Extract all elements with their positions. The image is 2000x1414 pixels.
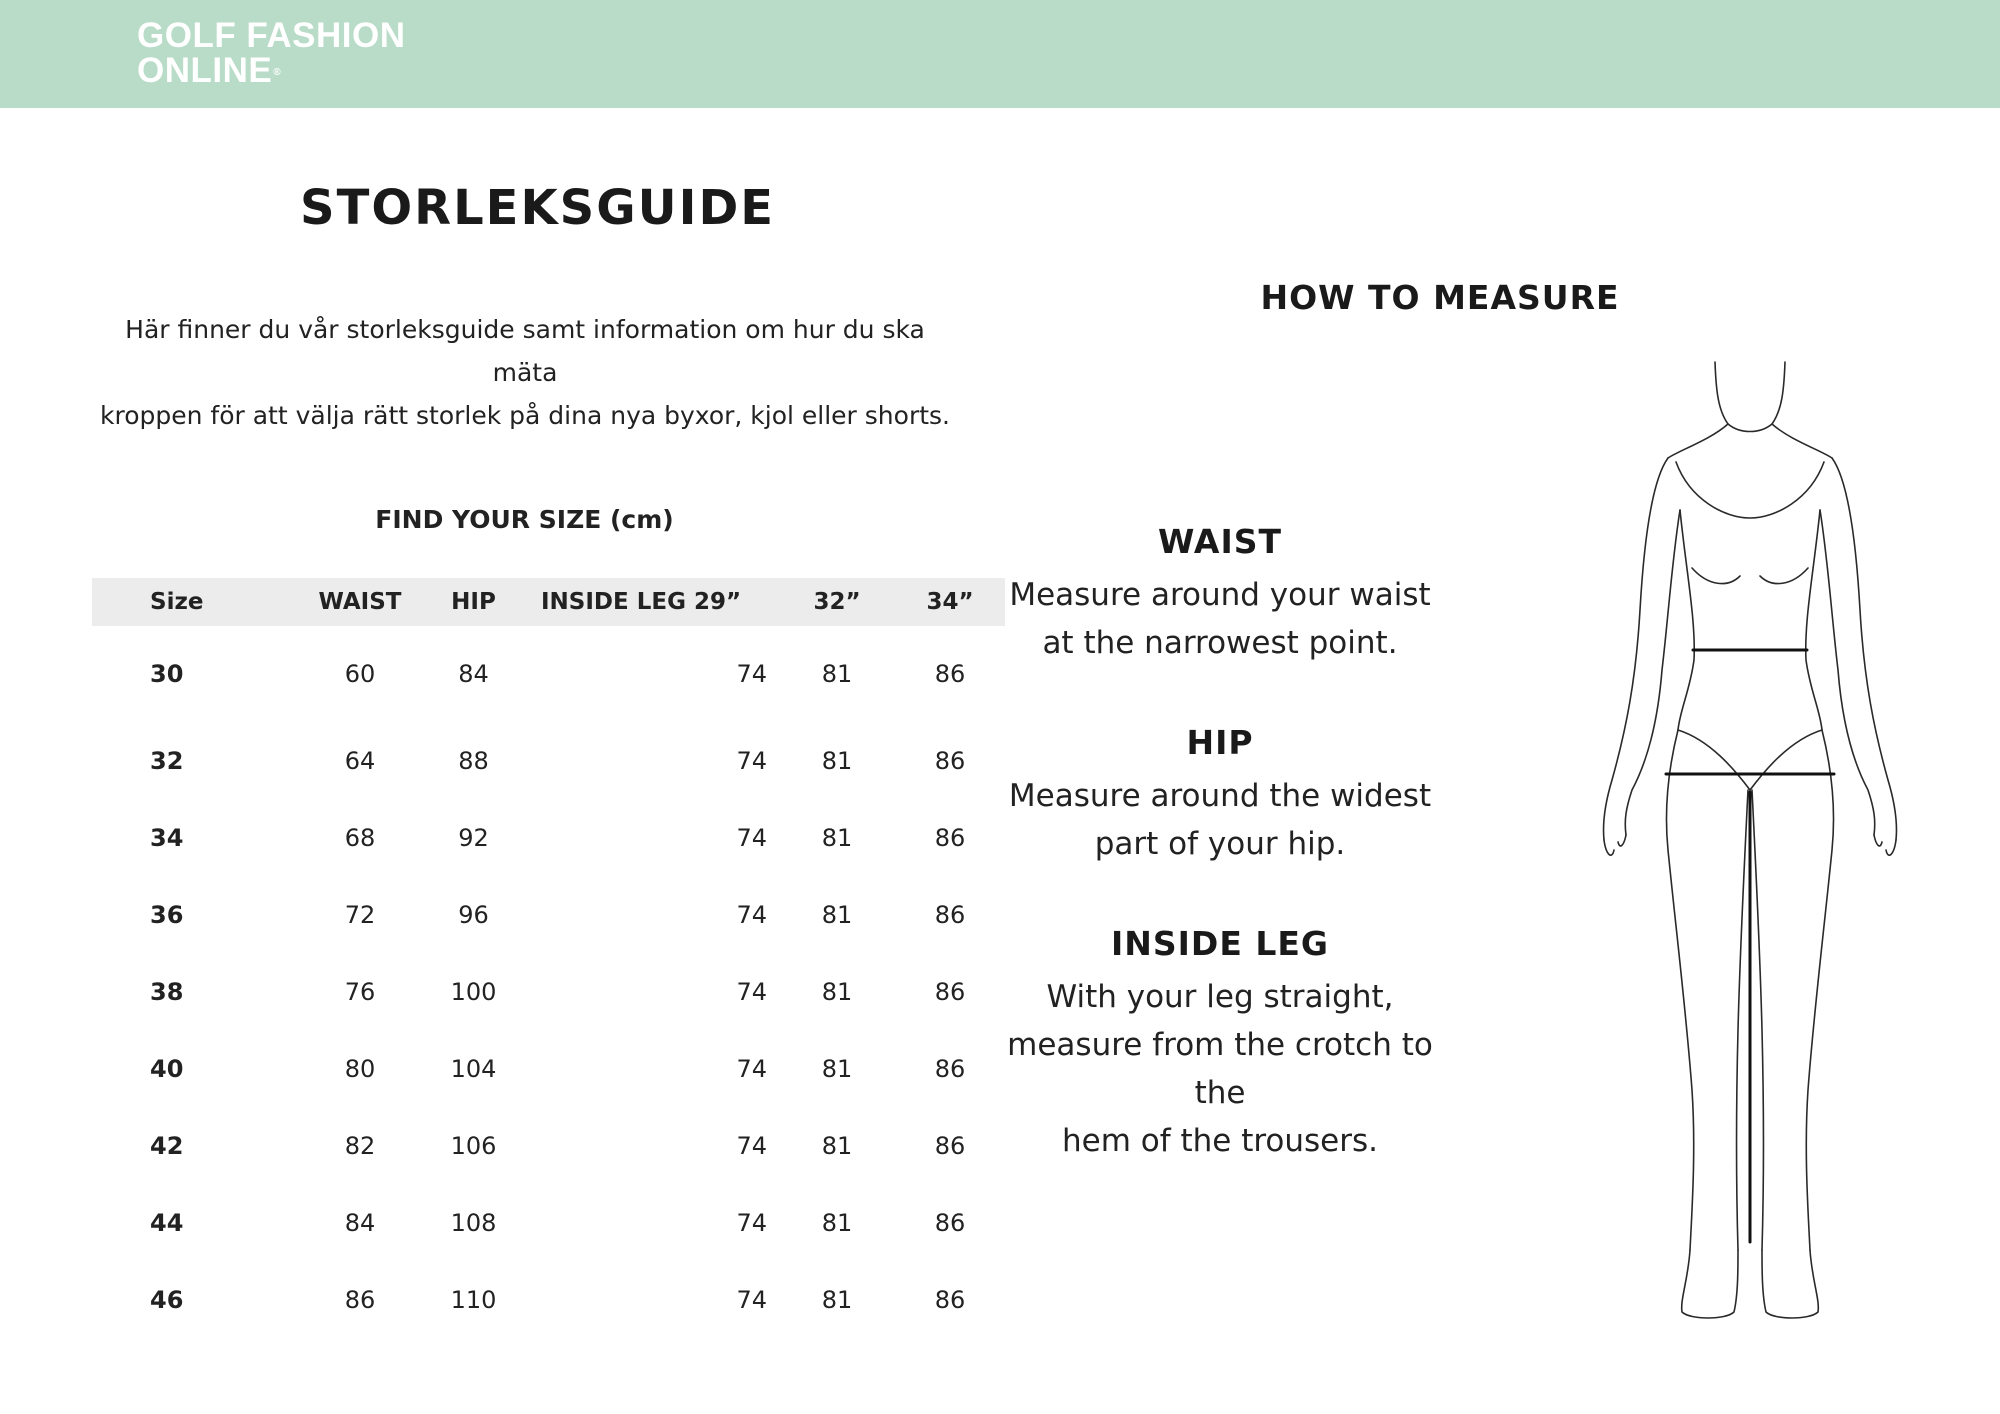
waist-description [980, 571, 1460, 667]
brand-line-2-text: ONLINE [137, 51, 273, 90]
cell-inside-leg-29: 74 [736, 1131, 767, 1160]
cell-inside-leg-29: 74 [736, 823, 767, 852]
cell-inside-leg-29: 74 [736, 900, 767, 929]
header-hip: HIP [451, 589, 496, 615]
cell-waist: 64 [344, 746, 376, 775]
cell-32: 81 [821, 900, 853, 929]
table-header-row [92, 578, 1005, 626]
cell-32: 81 [821, 746, 853, 775]
cell-inside-leg-29: 74 [736, 660, 767, 688]
cell-size: 38 [150, 977, 184, 1006]
cell-34: 86 [934, 823, 966, 852]
size-table [92, 578, 1005, 1338]
intro-text [90, 308, 960, 437]
cell-34: 86 [934, 1054, 966, 1083]
brand-line-2 [137, 53, 406, 88]
cell-hip: 106 [450, 1131, 497, 1160]
cell-size: 32 [150, 746, 184, 775]
cell-waist: 86 [344, 1285, 376, 1314]
cell-waist: 80 [344, 1054, 376, 1083]
cell-hip: 110 [450, 1285, 497, 1314]
cell-inside-leg-29: 74 [736, 1208, 767, 1237]
cell-inside-leg-29: 74 [736, 977, 767, 1006]
cell-waist: 68 [344, 823, 376, 852]
header-size: Size [150, 589, 204, 615]
description-line: part of your hip. [1094, 826, 1346, 862]
table-row [92, 1030, 1005, 1107]
cell-32: 81 [821, 1285, 853, 1314]
description-line: at the narrowest point. [1042, 625, 1398, 661]
waist-heading: WAIST [1157, 522, 1282, 561]
cell-inside-leg-29: 74 [736, 1285, 767, 1314]
table-row [92, 722, 1005, 799]
cell-32: 81 [821, 977, 853, 1006]
description-line: measure from the crotch to the [1007, 1027, 1433, 1111]
cell-hip: 88 [458, 746, 489, 775]
cell-waist: 72 [344, 900, 376, 929]
inside-leg-description [980, 973, 1460, 1165]
table-row [92, 1107, 1005, 1184]
how-to-measure-title: HOW TO MEASURE [1260, 278, 1620, 317]
cell-waist: 76 [344, 977, 376, 1006]
table-row [92, 799, 1005, 876]
intro-line: Här finner du vår storleksguide samt information om hur du ska mäta [125, 315, 925, 387]
cell-inside-leg-29: 74 [736, 746, 767, 775]
cell-size: 42 [150, 1131, 184, 1160]
header-34: 34” [926, 589, 974, 615]
table-row [92, 1261, 1005, 1338]
cell-34: 86 [934, 660, 966, 688]
cell-hip: 108 [450, 1208, 497, 1237]
description-line: With your leg straight, [1046, 979, 1394, 1015]
size-table-body [92, 626, 1005, 1338]
description-line: hem of the trousers. [1061, 1123, 1379, 1159]
cell-size: 30 [150, 660, 184, 688]
cell-34: 86 [934, 1208, 966, 1237]
brand-line-1: GOLF FASHION [137, 16, 406, 55]
table-row [92, 953, 1005, 1030]
cell-hip: 92 [458, 823, 489, 852]
page-title: STORLEKSGUIDE [300, 180, 776, 236]
table-row [92, 1184, 1005, 1261]
header-32: 32” [813, 589, 861, 615]
cell-hip: 100 [450, 977, 497, 1006]
header-waist: WAIST [318, 589, 402, 615]
cell-34: 86 [934, 977, 966, 1006]
table-caption: FIND YOUR SIZE (cm) [375, 505, 674, 534]
hip-description [980, 772, 1460, 868]
table-row [92, 876, 1005, 953]
cell-34: 86 [934, 1131, 966, 1160]
cell-34: 86 [934, 1285, 966, 1314]
body-measurement-figure [1540, 350, 1960, 1350]
cell-waist: 82 [344, 1131, 376, 1160]
header-inside-leg-29: INSIDE LEG 29” [541, 589, 742, 615]
cell-size: 36 [150, 900, 184, 929]
inside-leg-heading: INSIDE LEG [1110, 924, 1330, 963]
hip-instructions [980, 723, 1460, 868]
cell-32: 81 [821, 823, 853, 852]
hip-heading: HIP [1186, 723, 1254, 762]
description-line: Measure around your waist [1009, 577, 1431, 613]
registered-mark: ® [273, 67, 282, 78]
description-line: Measure around the widest [1008, 778, 1432, 814]
cell-32: 81 [821, 660, 853, 688]
cell-32: 81 [821, 1208, 853, 1237]
cell-inside-leg-29: 74 [736, 1054, 767, 1083]
intro-line: kroppen för att välja rätt storlek på dina nya byxor, kjol eller shorts. [99, 401, 950, 430]
waist-instructions [980, 522, 1460, 667]
header-bar [0, 0, 2000, 108]
cell-hip: 104 [450, 1054, 497, 1083]
cell-hip: 96 [458, 900, 489, 929]
cell-waist: 84 [344, 1208, 376, 1237]
cell-size: 44 [150, 1208, 184, 1237]
cell-32: 81 [821, 1131, 853, 1160]
cell-size: 46 [150, 1285, 184, 1314]
inside-leg-instructions [980, 924, 1460, 1165]
brand-logo[interactable] [137, 18, 406, 88]
cell-34: 86 [934, 900, 966, 929]
cell-hip: 84 [458, 660, 489, 688]
cell-32: 81 [821, 1054, 853, 1083]
cell-size: 34 [150, 823, 184, 852]
cell-size: 40 [150, 1054, 184, 1083]
cell-34: 86 [934, 746, 966, 775]
table-row [92, 626, 1005, 722]
cell-waist: 60 [344, 660, 376, 688]
